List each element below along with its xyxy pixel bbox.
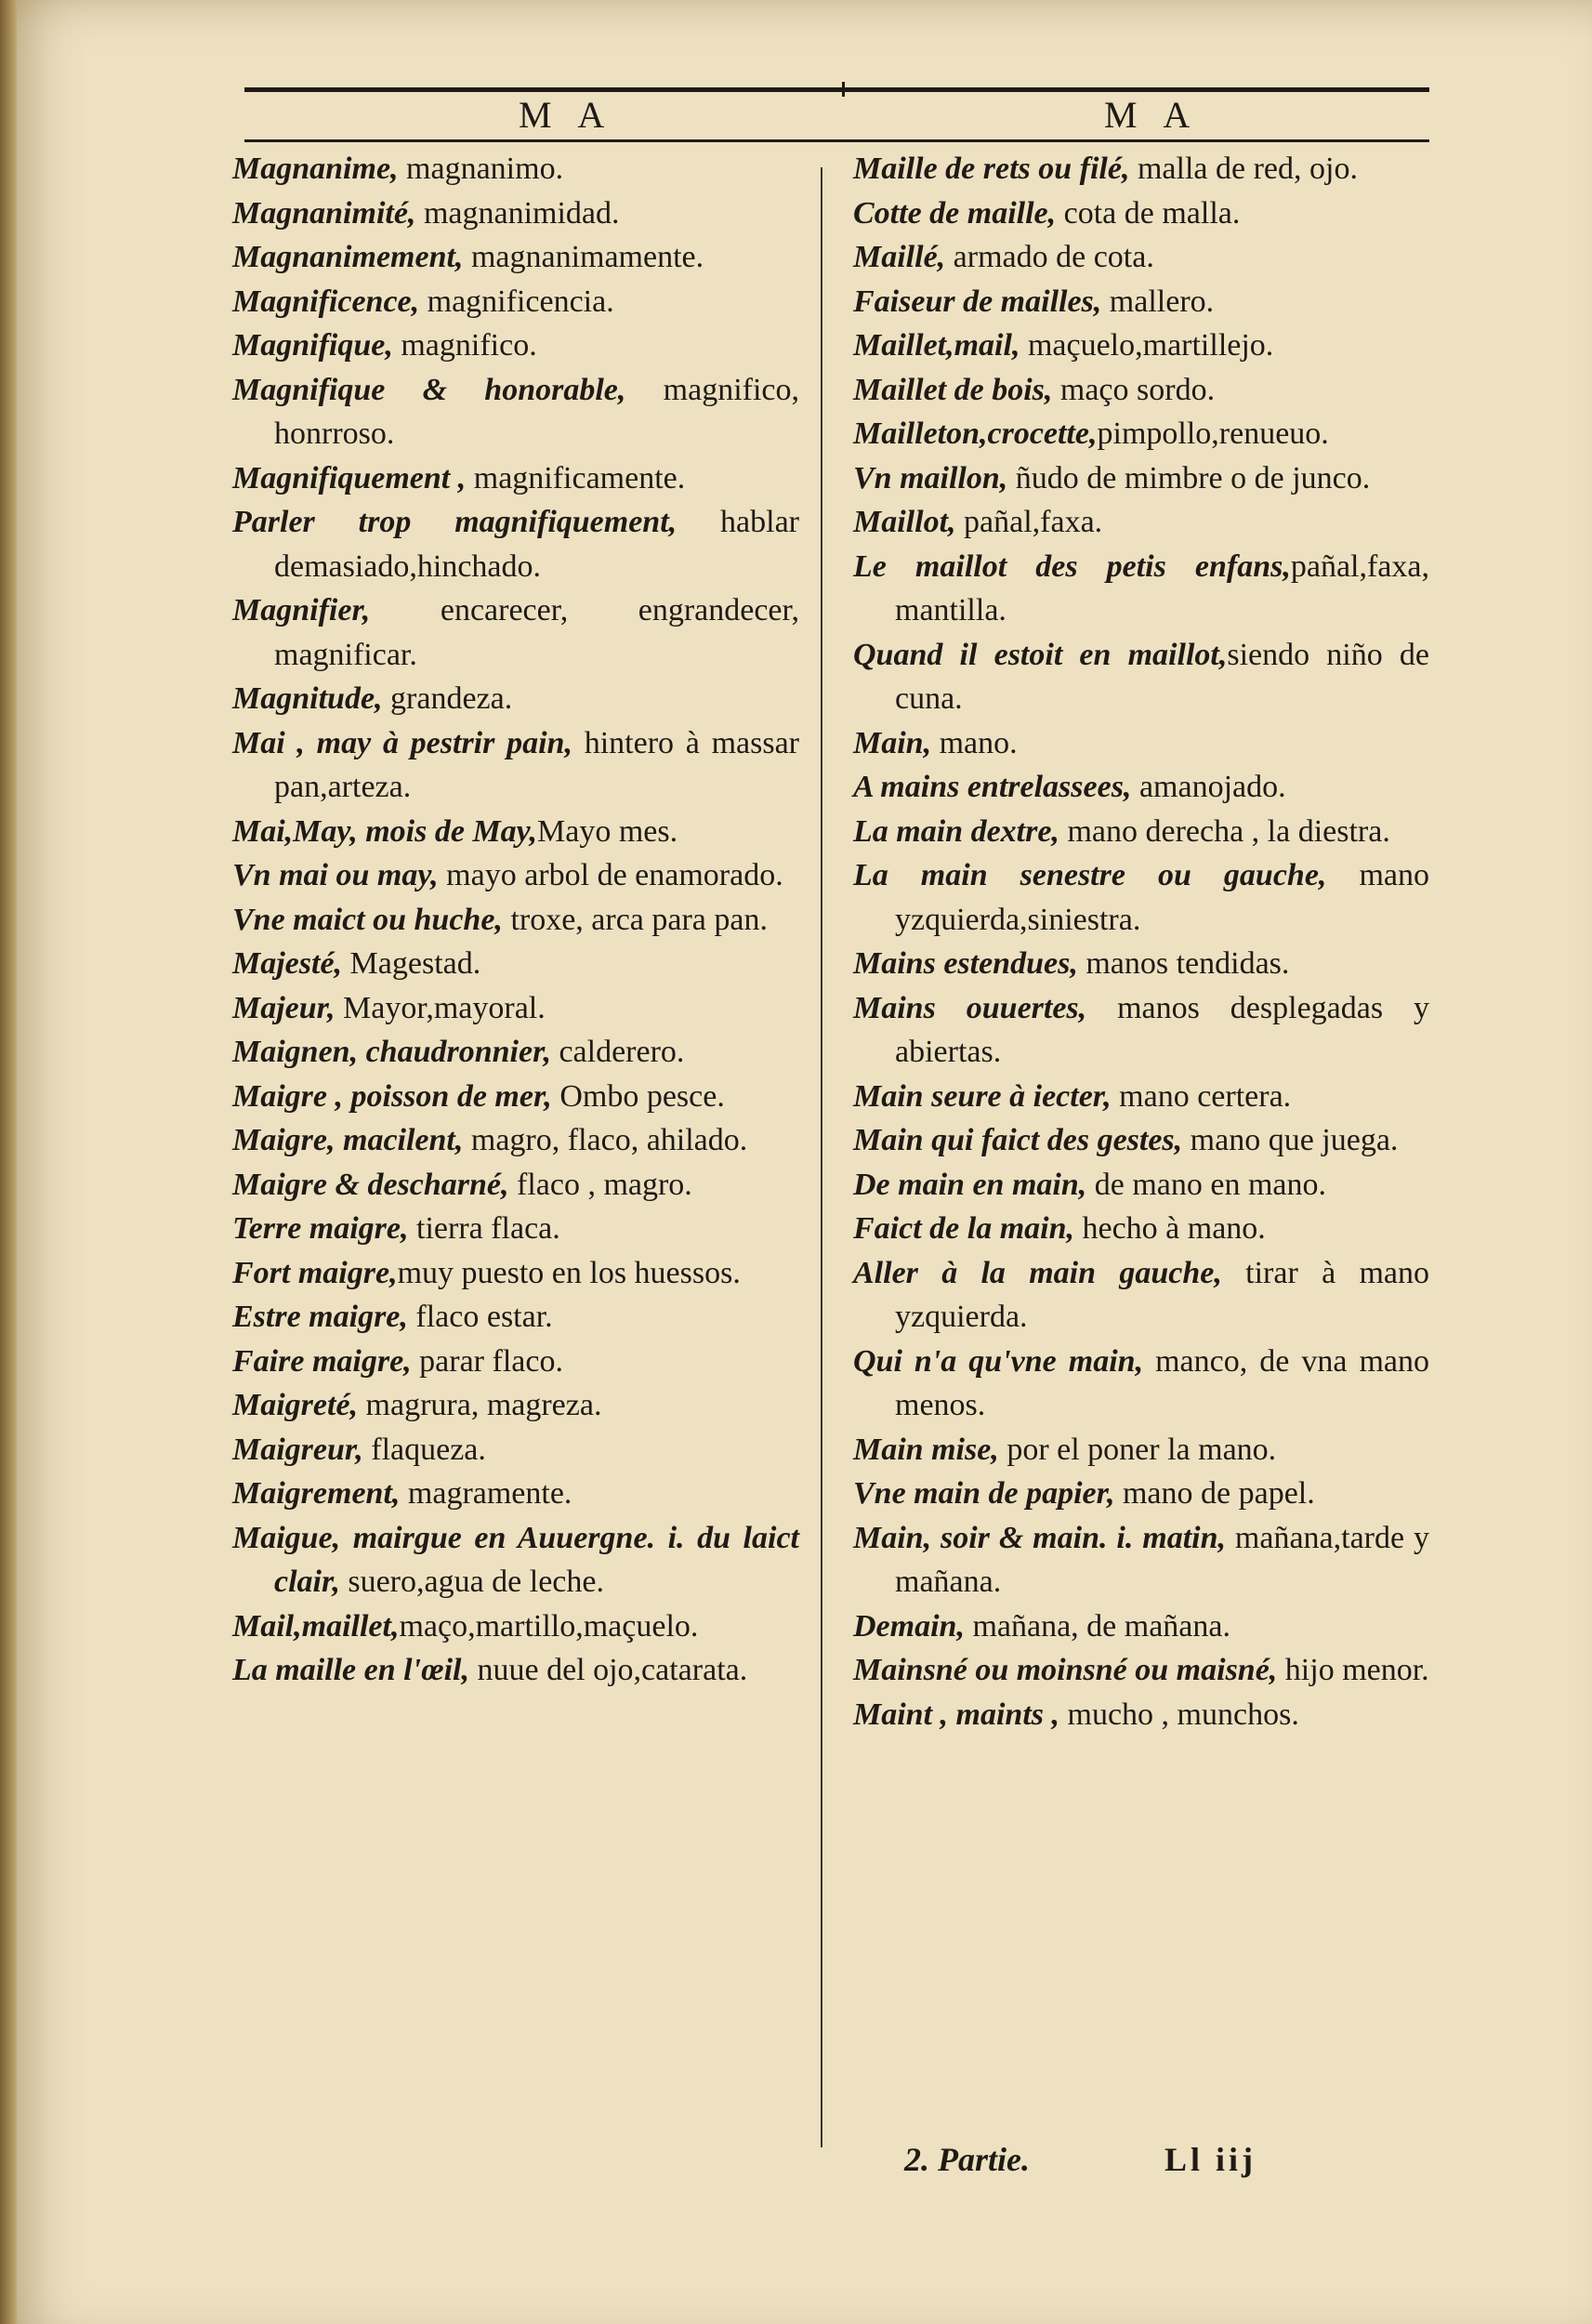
entry-headword: La main senestre ou gauche, [853, 858, 1327, 892]
entry-translation: hecho à mano. [1074, 1211, 1266, 1246]
entry-translation: magnificamente. [466, 460, 686, 495]
entry-translation: troxe, arca para pan. [502, 902, 768, 937]
entry-headword: Maignen, chaudronnier, [232, 1035, 551, 1069]
entry-headword: Majesté, [232, 946, 343, 981]
entry-translation: maço,martillo,maçuelo. [399, 1608, 699, 1644]
entry-headword: Vn mai ou may, [232, 858, 439, 892]
entry-headword: Vne maict ou huche, [232, 902, 503, 937]
dictionary-entry [853, 280, 1429, 324]
entry-headword: Main, [853, 725, 932, 760]
running-head-right: M A [1104, 94, 1200, 136]
entry-headword: Main mise, [853, 1432, 999, 1467]
entry-translation: mallero. [1101, 284, 1215, 319]
dictionary-entry [853, 1428, 1429, 1472]
dictionary-entry [853, 942, 1429, 986]
entry-headword: A mains entrelassees, [853, 770, 1132, 804]
entry-headword: De main en main, [853, 1167, 1087, 1202]
entry-headword: Maigreur, [232, 1432, 363, 1467]
entry-translation: magnifico, honrroso. [274, 372, 800, 451]
book-spine-shadow [0, 0, 17, 2324]
entry-translation: muy puesto en los huessos. [397, 1255, 741, 1290]
entry-headword: Mailleton,crocette, [853, 416, 1098, 451]
entry-headword: Maigreté, [232, 1388, 359, 1422]
entry-headword: Maille de rets ou filé, [853, 152, 1130, 186]
entry-translation: flaqueza. [362, 1432, 486, 1467]
entry-headword: Vne main de papier, [853, 1476, 1115, 1511]
entry-translation: magnificencia. [419, 284, 614, 319]
entry-translation: tierra flaca. [408, 1211, 560, 1246]
dictionary-entry [232, 1516, 799, 1604]
entry-headword: Maigre & descharné, [232, 1167, 509, 1202]
entry-translation: flaco , magro. [508, 1167, 692, 1202]
entry-headword: Main seure à iecter, [853, 1078, 1112, 1114]
dictionary-entry [853, 1516, 1429, 1604]
entry-headword: Mail,maillet, [232, 1608, 400, 1644]
entry-headword: Faict de la main, [853, 1211, 1074, 1246]
dictionary-entry [232, 810, 799, 854]
entry-translation: por el poner la mano. [998, 1432, 1277, 1467]
entry-translation: mano de papel. [1114, 1476, 1315, 1511]
entry-translation: mayo arbol de enamorado. [438, 858, 783, 892]
entry-headword: Cotte de maille, [853, 195, 1057, 231]
dictionary-entry [853, 368, 1429, 413]
dictionary-entry [232, 324, 799, 368]
entry-translation: pañal,faxa. [955, 505, 1103, 539]
entry-translation: magramente. [400, 1476, 572, 1511]
entry-translation: ñudo de mimbre o de junco. [1007, 460, 1371, 495]
dictionary-entry [853, 456, 1429, 501]
entry-headword: Magnitude, [232, 681, 383, 716]
entry-translation: Mayo mes. [537, 813, 678, 849]
dictionary-entry [853, 986, 1429, 1075]
entry-translation: mano yzquierda,siniestra. [895, 858, 1429, 937]
entry-headword: Qui n'a qu'vne main, [853, 1343, 1144, 1379]
dictionary-entry [232, 280, 799, 324]
entry-headword: Mains ouuertes, [853, 990, 1087, 1025]
entry-translation: malla de red, ojo. [1129, 152, 1358, 186]
dictionary-entry [853, 1251, 1429, 1340]
entry-translation: mano que juega. [1182, 1123, 1399, 1157]
entry-headword: Maillet de bois, [853, 372, 1053, 407]
entry-translation: encarecer, engrandecer, magnificar. [274, 593, 799, 672]
dictionary-entry [232, 500, 799, 588]
dictionary-entry [232, 898, 799, 943]
signature-mark: 2. Partie. [904, 2141, 1030, 2178]
entry-translation: cota de malla. [1056, 195, 1241, 231]
dictionary-page [17, 0, 1592, 2324]
entry-headword: Terre maigre, [232, 1211, 409, 1246]
dictionary-entry [232, 1118, 799, 1163]
dictionary-entry [232, 1428, 799, 1472]
dictionary-entry [853, 1163, 1429, 1208]
entry-translation: magnanimo. [398, 152, 564, 186]
entry-headword: Maigre, macilent, [232, 1123, 464, 1157]
dictionary-entry [232, 1163, 799, 1208]
dictionary-entry [232, 1383, 799, 1428]
dictionary-entry [232, 191, 799, 236]
column-divider [821, 167, 822, 2147]
entry-headword: Le maillot des petis enfans, [853, 548, 1291, 584]
entry-headword: Main, soir & main. i. matin, [853, 1520, 1226, 1555]
running-head-left: M A [519, 94, 614, 136]
entry-headword: Maigue, mairgue en Auuergne. i. du laict clair, [232, 1520, 799, 1599]
left-column [232, 147, 799, 1693]
entry-translation: mañana,tarde y mañana. [895, 1520, 1429, 1599]
page-footer [17, 2140, 1592, 2196]
entry-translation: hijo menor. [1277, 1653, 1429, 1687]
entry-translation: pimpollo,renueuo. [1097, 416, 1329, 451]
dictionary-entry [232, 942, 799, 986]
entry-headword: Majeur, [232, 990, 336, 1025]
dictionary-entry [853, 1604, 1429, 1649]
dictionary-entry [232, 1472, 799, 1516]
entry-headword: Maigrement, [232, 1476, 401, 1511]
entry-translation: calderero. [550, 1035, 685, 1069]
entry-translation: mano. [931, 725, 1018, 760]
entry-translation: maçuelo,martillejo. [1020, 328, 1274, 363]
entry-headword: Mai , may à pestrir pain, [232, 725, 572, 760]
dictionary-entry [232, 1295, 799, 1340]
entry-headword: Magnificence, [232, 284, 420, 319]
dictionary-entry [232, 853, 799, 898]
dictionary-entry [853, 853, 1429, 942]
entry-translation: Ombo pesce. [551, 1078, 725, 1114]
entry-headword: Mainsné ou moinsné ou maisné, [853, 1653, 1278, 1687]
entry-translation: hablar demasiado,hinchado. [274, 505, 799, 584]
entry-translation: de mano en mano. [1086, 1167, 1327, 1202]
dictionary-entry [232, 235, 799, 280]
entry-translation: grandeza. [382, 681, 513, 716]
dictionary-entry [853, 324, 1429, 368]
entry-translation: maço sordo. [1052, 372, 1216, 407]
dictionary-entry [853, 545, 1429, 633]
dictionary-entry [853, 810, 1429, 854]
entry-headword: Mains estendues, [853, 946, 1078, 981]
entry-headword: Magnifique, [232, 328, 393, 363]
entry-headword: Aller à la main gauche, [853, 1255, 1222, 1290]
entry-translation: magnanimidad. [415, 195, 620, 231]
dictionary-entry [232, 147, 799, 191]
dictionary-entry [853, 1075, 1429, 1119]
dictionary-entry [853, 1648, 1429, 1693]
entry-headword: Magnanimité, [232, 195, 416, 231]
entry-translation: magrura, magreza. [358, 1388, 602, 1422]
dictionary-entry [853, 412, 1429, 456]
entry-translation: Mayor,mayoral. [335, 990, 546, 1025]
entry-translation: hintero à massar pan,arteza. [274, 725, 800, 804]
entry-translation: pañal,faxa, mantilla. [895, 548, 1429, 627]
entry-translation: mucho , munchos. [1059, 1697, 1299, 1732]
folio-number: Ll iij [1164, 2141, 1257, 2178]
right-column [853, 147, 1429, 1736]
dictionary-entry [232, 1340, 799, 1384]
dictionary-entry [853, 147, 1429, 191]
entry-translation: mano derecha , la diestra. [1059, 813, 1390, 849]
entry-translation: magnanimamente. [463, 240, 704, 274]
entry-headword: Magnanime, [232, 152, 399, 186]
dictionary-entry [853, 235, 1429, 280]
entry-translation: amanojado. [1131, 770, 1286, 804]
dictionary-entry [853, 721, 1429, 766]
entry-translation: mañana, de mañana. [964, 1608, 1230, 1644]
entry-headword: Main qui faict des gestes, [853, 1123, 1183, 1157]
dictionary-entry [232, 1604, 799, 1649]
entry-headword: Maillé, [853, 240, 946, 274]
entry-headword: Magnifier, [232, 593, 371, 627]
entry-translation: manos tendidas. [1077, 946, 1290, 981]
dictionary-entry [853, 1118, 1429, 1163]
entry-headword: Quand il estoit en maillot, [853, 637, 1228, 672]
dictionary-entry [232, 1648, 799, 1693]
entry-headword: Maillot, [853, 505, 956, 539]
entry-headword: Faire maigre, [232, 1343, 412, 1379]
entry-headword: Faiseur de mailles, [853, 284, 1102, 319]
dictionary-entry [232, 1030, 799, 1075]
entry-headword: Magnifiquement , [232, 460, 467, 495]
entry-headword: Maillet,mail, [853, 328, 1020, 363]
entry-headword: La maille en l'œil, [232, 1653, 469, 1687]
dictionary-entry [232, 1251, 799, 1296]
dictionary-entry [232, 456, 799, 501]
dictionary-entry [853, 1472, 1429, 1516]
dictionary-entry [232, 721, 799, 810]
entry-headword: Mai,May, mois de May, [232, 813, 538, 849]
entry-translation: mano certera. [1111, 1078, 1292, 1114]
dictionary-entry [853, 191, 1429, 236]
entry-headword: Vn maillon, [853, 460, 1008, 495]
dictionary-entry [232, 588, 799, 677]
entry-translation: flaco estar. [407, 1300, 553, 1334]
dictionary-entry [853, 500, 1429, 545]
entry-headword: Magnifique & honorable, [232, 372, 626, 407]
entry-translation: suero,agua de leche. [339, 1565, 604, 1599]
entry-translation: siendo niño de cuna. [895, 637, 1429, 716]
entry-translation: nuue del ojo,catarata. [468, 1653, 748, 1687]
entry-headword: Magnanimement, [232, 240, 464, 274]
entry-headword: Maigre , poisson de mer, [232, 1078, 552, 1114]
header-rule-bottom [244, 139, 1429, 142]
header-rule-top [244, 87, 1429, 92]
entry-translation: manos desplegadas y abiertas. [895, 990, 1430, 1069]
entry-translation: tirar à mano yzquierda. [895, 1255, 1429, 1334]
dictionary-entry [232, 368, 799, 456]
entry-translation: manco, de vna mano menos. [895, 1343, 1429, 1422]
dictionary-entry [853, 1207, 1429, 1251]
dictionary-entry [853, 765, 1429, 810]
dictionary-entry [853, 1340, 1429, 1428]
dictionary-entry [232, 1207, 799, 1251]
entry-translation: Magestad. [342, 946, 481, 981]
entry-translation: parar flaco. [411, 1343, 563, 1379]
entry-headword: La main dextre, [853, 813, 1059, 849]
dictionary-entry [853, 633, 1429, 721]
entry-headword: Demain, [853, 1608, 965, 1644]
entry-translation: armado de cota. [945, 240, 1154, 274]
header-rule-tick [842, 82, 845, 97]
entry-translation: magnifico. [392, 328, 537, 363]
entry-headword: Maint , maints , [853, 1697, 1060, 1732]
dictionary-entry [232, 986, 799, 1031]
entry-headword: Estre maigre, [232, 1300, 408, 1334]
dictionary-entry [232, 1075, 799, 1119]
entry-headword: Fort maigre, [232, 1255, 398, 1290]
entry-headword: Parler trop magnifiquement, [232, 505, 678, 539]
entry-translation: magro, flaco, ahilado. [463, 1123, 748, 1157]
dictionary-entry [853, 1693, 1429, 1737]
dictionary-entry [232, 677, 799, 721]
